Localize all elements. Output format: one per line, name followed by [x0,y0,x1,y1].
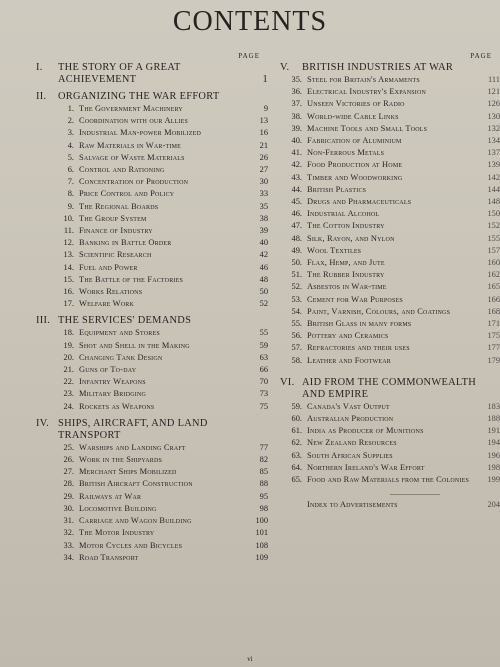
entry-page: 150 [487,209,500,219]
entry-page: 38 [259,213,268,223]
toc-entry [36,388,268,400]
entry-title: Scientific Research [79,250,152,260]
entry-number: 53. [291,294,302,304]
entry-title: Industrial Alcohol [307,209,380,219]
toc-entry [36,237,268,249]
entry-title: Food Production at Home [307,160,403,170]
entry-page: 199 [487,475,500,485]
entry-title: Fuel and Power [79,262,138,272]
contents-column-right [280,52,500,512]
entry-number: 12. [63,238,74,248]
entry-title: Industrial Man-power Mobilized [79,128,201,138]
section-title: ORGANIZING THE WAR EFFORT [58,91,220,102]
section-title: AID FROM THE COMMONWEALTH AND EMPIRE [302,376,477,400]
entry-page: 194 [487,438,500,448]
toc-entry [280,474,500,486]
entry-title: Unseen Victories of Radio [307,99,405,109]
section-heading [36,418,268,442]
entry-page: 63 [259,352,268,362]
entry-page: 121 [487,87,500,97]
toc-entry [280,462,500,474]
entry-number: 25. [63,442,74,452]
section-page [248,91,268,103]
toc-entry [36,376,268,388]
toc-entry [280,401,500,413]
entry-title: Carriage and Wagon Building [79,516,192,526]
section-number: V. [280,62,290,73]
entry-page: 73 [259,389,268,399]
entry-number: 48. [291,233,302,243]
entry-number: 41. [291,148,302,158]
entry-title: Machine Tools and Small Tools [307,123,428,133]
toc-list-left [36,62,268,564]
entry-page: 157 [487,245,500,255]
entry-number: 20. [63,352,74,362]
entry-number: 42. [291,160,302,170]
entry-page: 139 [487,160,500,170]
section-heading [280,62,500,74]
entry-title: Banking in Battle Order [79,238,172,248]
entry-page: 70 [259,377,268,387]
toc-entry [36,103,268,115]
toc-entry [280,294,500,306]
toc-entry [280,86,500,98]
entry-page: 137 [487,148,500,158]
entry-page: 52 [259,299,268,309]
entry-number: 65. [291,475,302,485]
toc-entry [36,527,268,539]
toc-entry [36,327,268,339]
entry-number: 40. [291,136,302,146]
entry-page: 9 [263,104,268,113]
entry-number: 24. [63,401,74,411]
entry-number: 59. [291,401,302,411]
entry-title: Asbestos in War-time [307,282,387,292]
entry-title: Changing Tank Design [79,352,163,362]
entry-title: Control and Rationing [79,165,165,175]
entry-title: Refractories and their uses [307,343,410,353]
entry-number: 61. [291,426,302,436]
entry-number: 54. [291,306,302,316]
toc-entry [280,413,500,425]
page-title: CONTENTS [172,6,328,37]
toc-entry [36,164,268,176]
entry-title: Leather and Footwear [307,355,391,365]
entry-page: 132 [487,123,500,133]
toc-entry [280,172,500,184]
section-page [248,315,268,327]
toc-entry [280,245,500,257]
entry-title: Equipment and Stores [79,328,160,338]
page-column-header: PAGE [238,52,260,60]
entry-title: Work in the Shipyards [79,455,163,465]
section-heading [36,315,268,327]
entry-title: Railways at War [79,491,142,501]
page-column-header: PAGE [470,52,492,60]
entry-page: 39 [259,226,268,236]
toc-entry [280,269,500,281]
entry-title: Locomotive Building [79,503,157,513]
entry-title: Steel for Britain's Armaments [307,75,420,84]
entry-page: 196 [487,450,500,460]
toc-entry [280,450,500,462]
entry-title: Northern Ireland's War Effort [307,462,425,472]
entry-number: 13. [63,250,74,260]
entry-title: Food and Raw Materials from the Colonies [307,475,470,485]
toc-entry [36,115,268,127]
spacer [280,367,500,377]
entry-page: 66 [259,365,268,375]
section-title: THE SERVICES' DEMANDS [58,315,192,327]
entry-title: The Regional Boards [79,201,159,211]
entry-number: 27. [63,467,74,477]
entry-page: 126 [487,99,500,109]
entry-number: 44. [291,184,302,194]
entry-page: 134 [487,136,500,146]
entry-title: Merchant Ships Mobilized [79,467,177,477]
section-number: III. [36,315,51,327]
entry-number: 6. [67,165,74,175]
toc-entry [280,98,500,110]
entry-page: 77 [259,442,268,452]
entry-page: 59 [259,340,268,350]
section-number: IV. [36,417,50,429]
toc-entry [280,123,500,135]
toc-entry [280,159,500,171]
entry-page: 142 [487,172,500,182]
entry-page: 50 [259,287,268,297]
entry-number: 50. [291,258,302,268]
entry-title: British Aircraft Construction [79,479,193,489]
entry-page: 130 [487,111,500,121]
entry-number: 36. [291,87,302,97]
section-page [248,418,268,430]
toc-entry [36,364,268,376]
entry-page: 30 [259,177,268,187]
toc-entry [36,188,268,200]
toc-entry [36,352,268,364]
entry-number: 62. [291,438,302,448]
entry-page: 42 [259,250,268,260]
entry-number: 29. [63,491,74,501]
entry-page: 82 [259,455,268,465]
entry-page: 108 [255,540,268,550]
entry-number: 63. [291,450,302,460]
toc-entry [36,340,268,352]
entry-title: Silk, Rayon, and Nylon [307,233,395,243]
entry-page: 26 [259,152,268,162]
toc-entry [280,355,500,367]
entry-number: 9. [67,201,74,211]
toc-entry [280,437,500,449]
section-title: THE STORY OF A GREAT ACHIEVEMENT [58,62,181,85]
section-number: VI. [280,376,295,388]
entry-title: Finance of Industry [79,226,153,236]
entry-number: 51. [291,270,302,280]
entry-title: Coordination with our Allies [79,116,189,126]
section-heading [280,377,500,401]
entry-title: Paint, Varnish, Colours, and Coatings [307,306,451,316]
entry-title: Military Bridging [79,389,147,399]
entry-title: Electrical Industry's Expansion [307,87,427,97]
entry-title: Road Transport [79,552,139,562]
entry-page: 40 [259,238,268,248]
entry-page: 155 [487,233,500,243]
entry-page: 100 [255,516,268,526]
entry-page: 101 [255,528,268,538]
toc-entry [280,196,500,208]
entry-number: 55. [291,319,302,329]
toc-entry [280,342,500,354]
entry-number: 56. [291,331,302,341]
section-heading [36,62,268,86]
entry-title: Canada's Vast Output [307,401,390,411]
entry-page: 55 [259,328,268,338]
entry-title: Welfare Work [79,299,135,309]
entry-page: 85 [259,467,268,477]
entry-number: 1. [67,104,74,113]
entry-page: 98 [259,503,268,513]
entry-page: 160 [487,258,500,268]
entry-number: 37. [291,99,302,109]
section-page [480,377,500,389]
entry-title: World-wide Cable Links [307,111,399,121]
entry-title: Works Relations [79,287,143,297]
entry-page: 171 [487,319,500,329]
toc-entry [36,401,268,413]
entry-number: 58. [291,355,302,365]
entry-number: 47. [291,221,302,231]
toc-entry [280,281,500,293]
entry-number: 28. [63,479,74,489]
section-heading [36,91,268,103]
entry-page: 168 [487,306,500,316]
entry-title: Index to Advertisements [307,500,398,510]
entry-title: The Group System [79,213,147,223]
toc-entry [280,184,500,196]
entry-title: British Glass in many forms [307,319,412,329]
entry-title: The Battle of the Factories [79,274,184,284]
entry-title: India as Producer of Munitions [307,426,424,436]
entry-page: 188 [487,414,500,424]
entry-page: 88 [259,479,268,489]
entry-number: 32. [63,528,74,538]
entry-page: 111 [488,75,500,84]
entry-number: 21. [63,365,74,375]
toc-entry [280,233,500,245]
entry-number: 22. [63,377,74,387]
toc-entry [280,425,500,437]
entry-page: 21 [259,140,268,150]
entry-title: South African Supplies [307,450,393,460]
entry-page: 75 [259,401,268,411]
entry-number: 26. [63,455,74,465]
toc-entry [36,298,268,310]
entry-title: The Motor Industry [79,528,155,538]
entry-number: 46. [291,209,302,219]
toc-entry [280,220,500,232]
entry-number: 14. [63,262,74,272]
entry-title: Concentration of Production [79,177,189,187]
entry-number: 23. [63,389,74,399]
entry-page: 95 [259,491,268,501]
entry-title: Flax, Hemp, and Jute [307,258,385,268]
entry-page: 13 [259,116,268,126]
entry-page: 152 [487,221,500,231]
entry-number: 49. [291,245,302,255]
entry-number: 52. [291,282,302,292]
entry-title: Cement for War Purposes [307,294,403,304]
toc-entry [36,515,268,527]
entry-number: 11. [63,226,74,236]
entry-number: 18. [63,328,74,338]
toc-entry [36,201,268,213]
entry-title: The Government Machinery [79,104,183,113]
toc-entry [36,286,268,298]
entry-page: 144 [487,184,500,194]
entry-number: 35. [291,75,302,84]
toc-entry [36,442,268,454]
entry-page: 162 [487,270,500,280]
toc-entry [280,111,500,123]
toc-entry [36,552,268,564]
entry-title: Salvage of Waste Materials [79,152,185,162]
entry-number: 16. [63,287,74,297]
divider [390,494,440,495]
entry-number: 57. [291,343,302,353]
toc-entry [36,140,268,152]
entry-number: 31. [63,516,74,526]
entry-page: 175 [487,331,500,341]
toc-entry [280,147,500,159]
entry-number: 5. [67,152,74,162]
entry-page: 165 [487,282,500,292]
entry-number: 19. [63,340,74,350]
entry-title: Raw Materials in War-time [79,140,182,150]
entry-number: 33. [63,540,74,550]
toc-entry [36,454,268,466]
toc-entry [36,127,268,139]
entry-title: Australian Production [307,414,394,424]
entry-page: 16 [259,128,268,138]
entry-number: 38. [291,111,302,121]
entry-title: Rockets as Weapons [79,401,155,411]
entry-title: The Cotton Industry [307,221,385,231]
entry-page: 46 [259,262,268,272]
entry-page: 183 [487,401,500,411]
entry-title: Pottery and Ceramics [307,331,389,341]
page-folio: vi [247,655,253,663]
entry-page: 179 [487,355,500,365]
entry-title: British Plastics [307,184,367,194]
entry-page: 35 [259,201,268,211]
section-page: 1 [262,74,268,85]
entry-title: Non-Ferrous Metals [307,148,385,158]
entry-number: 64. [291,462,302,472]
toc-entry [36,176,268,188]
toc-entry [280,74,500,86]
section-page [480,62,500,74]
entry-page: 48 [259,274,268,284]
entry-title: New Zealand Resources [307,438,397,448]
entry-page: 198 [487,462,500,472]
entry-number: 30. [63,503,74,513]
toc-entry [280,208,500,220]
entry-number: 4. [67,140,74,150]
toc-entry [280,306,500,318]
entry-page: 109 [255,552,268,562]
entry-title: Drugs and Pharmaceuticals [307,197,412,207]
entry-number: 3. [67,128,74,138]
toc-list-right [280,62,500,512]
entry-title: Motor Cycles and Bicycles [79,540,183,550]
toc-entry [36,274,268,286]
entry-page: 204 [487,500,500,510]
toc-entry [280,499,500,511]
entry-page: 177 [487,343,500,353]
entry-title: Shot and Shell in the Making [79,340,190,350]
entry-title: Price Control and Policy [79,189,175,199]
section-number: I. [36,62,43,73]
toc-entry [36,491,268,503]
toc-entry [280,330,500,342]
entry-title: Fabrication of Aluminium [307,136,402,146]
toc-entry [36,503,268,515]
entry-number: 39. [291,123,302,133]
entry-page: 166 [487,294,500,304]
toc-entry [280,318,500,330]
entry-page: 191 [487,426,500,436]
contents-column-left [36,52,268,564]
toc-entry [36,262,268,274]
entry-number: 8. [67,189,74,199]
entry-number: 10. [63,213,74,223]
toc-entry [36,213,268,225]
toc-entry [36,466,268,478]
entry-title: Timber and Woodworking [307,172,403,182]
toc-entry [36,478,268,490]
entry-title: Wool Textiles [307,245,362,255]
toc-entry [36,540,268,552]
toc-entry [280,135,500,147]
toc-entry [36,249,268,261]
entry-page: 148 [487,197,500,207]
entry-number: 43. [291,172,302,182]
entry-number: 2. [67,116,74,126]
entry-number: 17. [63,299,74,309]
section-title: BRITISH INDUSTRIES AT WAR [302,62,454,73]
toc-entry [280,257,500,269]
section-number: II. [36,91,47,102]
entry-title: Guns of To-day [79,365,137,375]
entry-number: 60. [291,414,302,424]
entry-number: 45. [291,197,302,207]
toc-entry [36,225,268,237]
entry-number: 34. [63,552,74,562]
entry-title: Warships and Landing Craft [79,442,186,452]
entry-number: 15. [63,274,74,284]
entry-page: 27 [259,165,268,175]
entry-title: Infantry Weapons [79,377,146,387]
toc-entry [36,152,268,164]
entry-page: 33 [259,189,268,199]
entry-title: The Rubber Industry [307,270,385,280]
section-title: SHIPS, AIRCRAFT, AND LAND TRANSPORT [58,417,208,441]
entry-number: 7. [67,177,74,187]
